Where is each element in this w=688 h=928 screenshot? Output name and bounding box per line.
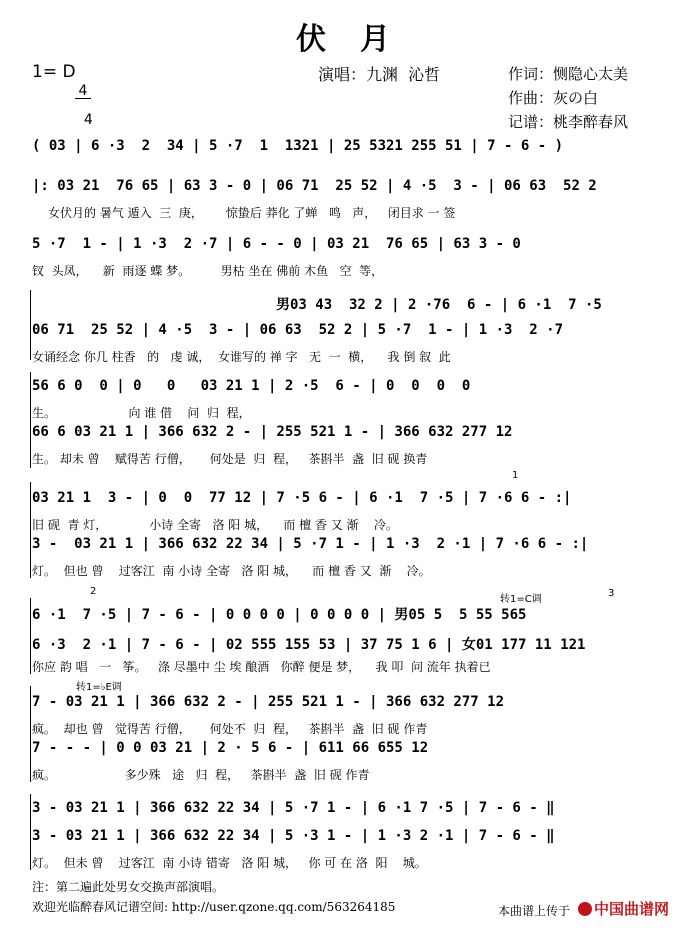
row2-notes: 5 ·7 1 - | 1 ·3 2 ·7 | 6 - - 0 | 03 21 76 65 | 63 3 - 0 — [32, 236, 521, 252]
row5-lower-lyrics: 灯。 但也 曾 过客江 南 小诗 全寄 洛 阳 城， 而 檀 香 又 渐 冷。 — [32, 564, 431, 578]
site-logo-icon — [578, 902, 592, 916]
row2-lyrics: 钗 头凤， 新 雨逐 蝶 梦。 男枯 坐在 佛前 木鱼 空 等， — [32, 264, 384, 278]
row8-upper-notes: 3 - 03 21 1 | 366 632 22 34 | 5 ·7 1 - | 6 ·1 7 ·5 | 7 - 6 - ‖ — [32, 800, 555, 816]
row3-notes: 06 71 25 52 | 4 ·5 3 - | 06 63 52 2 | 5 ·7 1 - | 1 ·3 2 ·7 — [32, 322, 564, 338]
row4-lower-lyrics: 生。 却未 曾 赋得苦 行僧， 何处是 归 程， 茶斟半 盏 旧 砚 换青 — [32, 452, 428, 466]
row7-upper-notes: 7 - 03 21 1 | 366 632 2 - | 255 521 1 - | 366 632 277 12 — [32, 694, 505, 710]
row6-system-line — [30, 598, 31, 674]
row8-system-line — [30, 794, 31, 870]
uploaded-label: 本曲谱上传于 — [498, 904, 571, 918]
row4-system-line — [30, 372, 31, 468]
row5-upper-lyrics: 旧 砚 青 灯， 小诗 全寄 洛 阳 城， 而 檀 香 又 渐 冷。 — [32, 518, 398, 532]
row5-lower-notes: 3 - 03 21 1 | 366 632 22 34 | 5 ·7 1 - | 1 ·3 2 ·1 | 7 ·6 6 - :| — [32, 536, 589, 552]
row4-upper-lyrics: 生。 向 谁 借 问 归 程， — [32, 406, 251, 420]
row7-upper-lyrics: 疯。 却也 曾 觉得苦 行僧， 何处不 归 程， 茶斟半 盏 旧 砚 作青 — [32, 722, 428, 736]
row8-lower-notes: 3 - 03 21 1 | 366 632 22 34 | 5 ·3 1 - | 1 ·3 2 ·1 | 7 - 6 - ‖ — [32, 828, 555, 844]
triplet-mark: 3 — [608, 588, 615, 599]
row1-notes: |: 03 21 76 65 | 63 3 - 0 | 06 71 25 52 | 4 ·5 3 - | 06 63 52 2 — [32, 178, 597, 194]
site-logo[interactable] — [578, 898, 669, 919]
row8-lyrics: 灯。 但未 曾 过客江 南 小诗 错寄 洛 阳 城， 你 可 在 洛 阳 城。 — [32, 856, 427, 870]
credits — [508, 62, 628, 134]
transcriber: 记谱：桃李醉春风 — [508, 113, 629, 131]
footer-welcome: 欢迎光临醉春风记谱空间: http://user.qzone.qq.com/563264185 — [32, 900, 396, 914]
row7-lower-notes: 7 - - - | 0 0 03 21 | 2 · 5 6 - | 611 66 655 12 — [32, 740, 429, 756]
composer: 作曲：灰の白 — [508, 89, 599, 107]
time-numerator: 4 — [75, 84, 91, 99]
row6-lower-notes: 6 ·3 2 ·1 | 7 - 6 - | 02 555 155 53 | 37 75 1 6 | 女01 177 11 121 — [32, 637, 586, 653]
footer-note: 注：第二遍此处男女交换声部演唱。 — [32, 880, 225, 894]
site-logo-text: 中国曲谱网 — [594, 900, 670, 918]
singers: 演唱：九渊 沁哲 — [318, 65, 441, 84]
row6-lyrics: 你应 韵 唱 一 筝。 涤 尽墨中 尘 埃 酿酒 你醉 便是 梦， 我 叩 问 流年 执着已 — [32, 660, 491, 674]
key-signature: 1= D — [32, 62, 76, 82]
row7-system-line — [30, 686, 31, 782]
row3-upper-notes — [276, 294, 602, 314]
ending2-label: 2 — [90, 586, 97, 597]
score-title: 伏 月 — [296, 22, 392, 57]
row4-upper-notes: 56 6 0 0 | 0 0 03 21 1 | 2 ·5 6 - | 0 0 0 0 — [32, 378, 471, 394]
intro-notes: ( 03 | 6 ·3 2 34 | 5 ·7 1 1321 | 25 5321 255 51 | 7 - 6 - ) — [32, 138, 564, 154]
ending1-label: 1 — [512, 470, 519, 481]
row6-upper-notes: 6 ·1 7 ·5 | 7 - 6 - | 0 0 0 0 | 0 0 0 0 | 男05 5 5 55 565 — [32, 607, 527, 623]
row5-upper-notes: 03 21 1 3 - | 0 0 77 12 | 7 ·5 6 - | 6 ·1 7 ·5 | 7 ·6 6 - :| — [32, 490, 572, 506]
time-signature — [75, 56, 91, 127]
row5-system-line — [30, 482, 31, 578]
modulation-c: 转1=C调 — [500, 594, 542, 605]
modulation-eb: 转1=♭E调 — [76, 682, 122, 693]
row3-lyrics: 女诵经念 你几 柱香 的 虔 诚， 女谁写的 禅 字 无 一 横， 我 倒 叙 此 — [32, 350, 451, 364]
row3-system-line — [30, 290, 31, 360]
lyricist: 作词：恻隐心太美 — [508, 65, 629, 83]
row7-lower-lyrics: 疯。 多少殊 途 归 程， 茶斟半 盏 旧 砚 作青 — [32, 768, 370, 782]
row1-lyrics: 女伏月的 暑气 遁入 三 庚， 惊蛰后 莽化 了蝉 鸣 声， 闭目求 一 签 — [48, 206, 456, 220]
row4-lower-notes: 66 6 03 21 1 | 366 632 2 - | 255 521 1 - | 366 632 277 12 — [32, 424, 513, 440]
row3-upper-text: 男03 43 32 2 | 2 ·76 6 - | 6 ·1 7 ·5 — [276, 297, 602, 313]
time-denominator: 4 — [83, 112, 93, 128]
